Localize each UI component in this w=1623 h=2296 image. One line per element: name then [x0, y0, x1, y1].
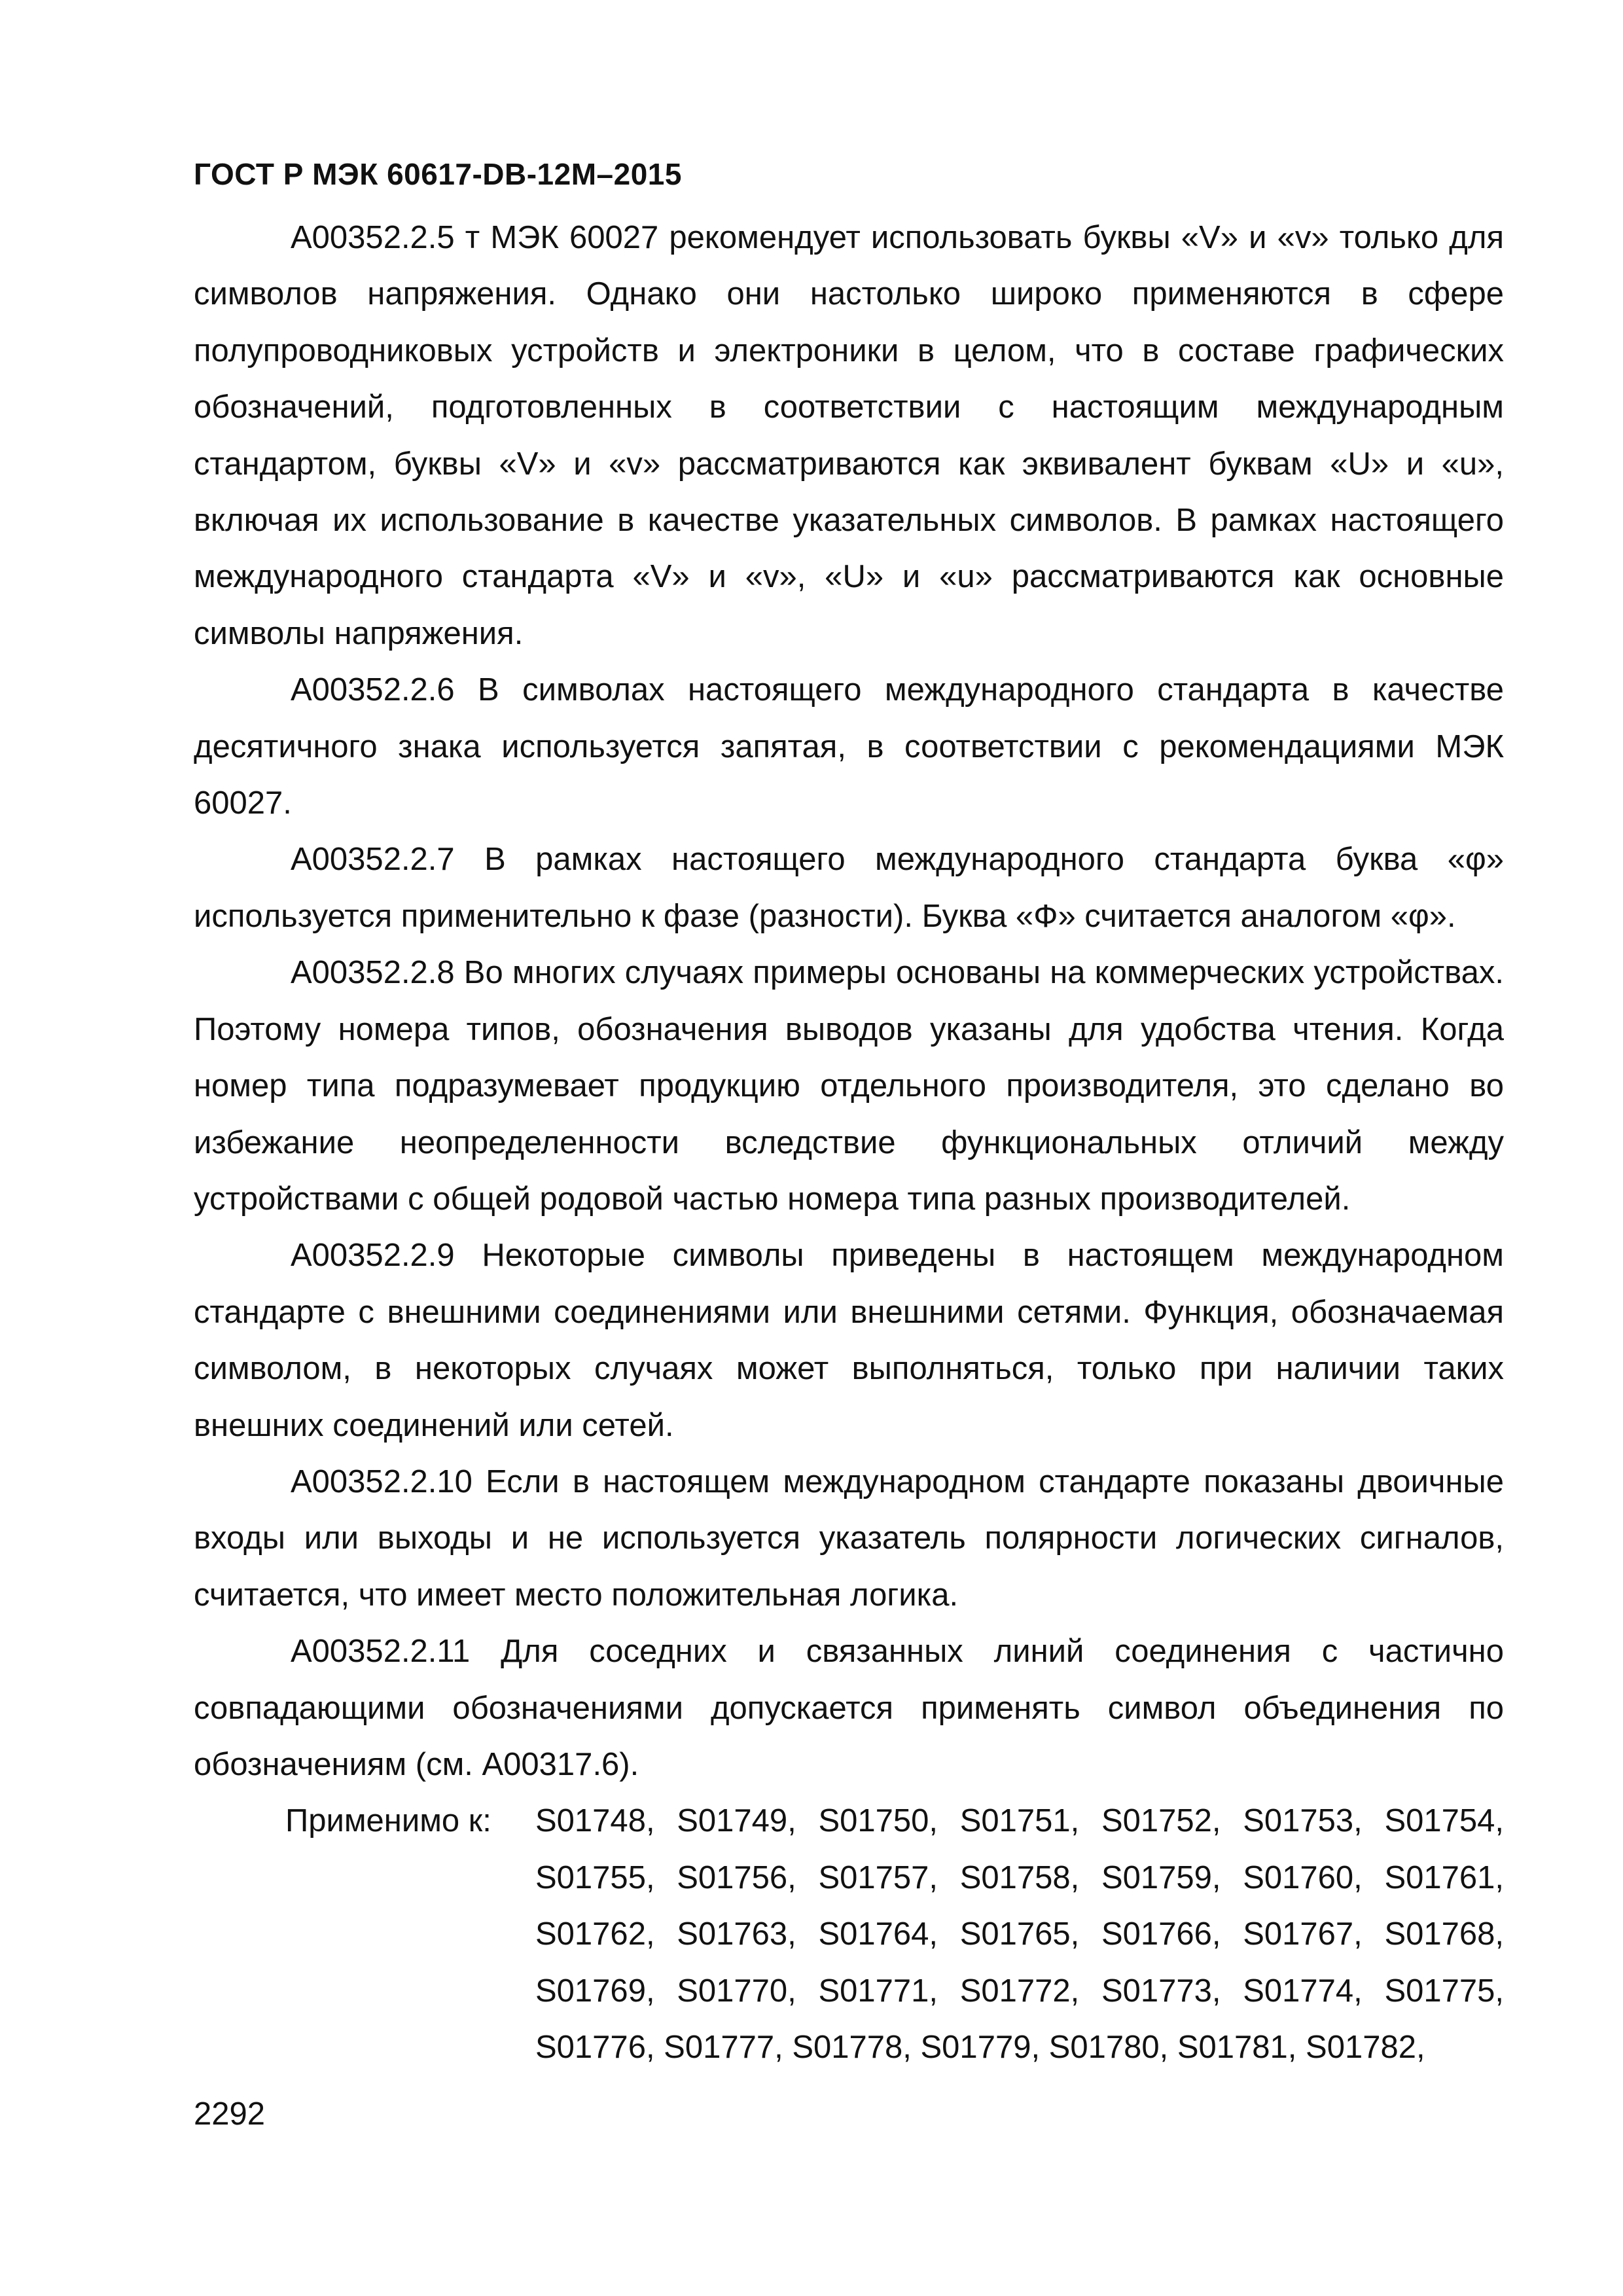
- paragraph-a00352-2-9: A00352.2.9 Некоторые символы приведены в настоящем международном стандарте с внешними соединениями или внешними сетями. Функция, обозначаемая символом, в некоторых случаях может выполняться, только при наличии таких внешних соединений или сетей.: [194, 1238, 1504, 1443]
- paragraph-a00352-2-11: A00352.2.11 Для соседних и связанных линий соединения с частично совпадающими обозначениями допускается применять символ объединения по обозначениям (см. A00317.6).: [194, 1634, 1504, 1782]
- paragraph-a00352-2-6: A00352.2.6 В символах настоящего международного стандарта в качестве десятичного знака используется запятая, в соответствии с рекомендациями МЭК 60027.: [194, 672, 1504, 821]
- applies-to-block: [194, 1793, 1504, 2075]
- paragraph-a00352-2-5: A00352.2.5 т МЭК 60027 рекомендует использовать буквы «V» и «v» только для символов напряжения. Однако они настолько широко применяются в сфере полупроводниковых устройств и электроники в целом, что в составе графических обозначений, подготовленных в соответствии с настоящим международным стандартом, буквы «V» и «v» рассматриваются как эквивалент буквам «U» и «u», включая их использование в качестве указательных символов. В рамках настоящего международного стандарта «V» и «v», «U» и «u» рассматриваются как основные символы напряжения.: [194, 220, 1504, 651]
- body-text: [194, 209, 1504, 2075]
- page-number: 2292: [194, 2096, 266, 2132]
- document-header: ГОСТ Р МЭК 60617-DB-12M–2015: [194, 157, 682, 191]
- paragraph-a00352-2-10: A00352.2.10 Если в настоящем международном стандарте показаны двоичные входы или выходы и не используется указатель полярности логических сигналов, считается, что имеет место положительная логика.: [194, 1463, 1504, 1613]
- applies-to-symbol-list: S01748, S01749, S01750, S01751, S01752, S01753, S01754, S01755, S01756, S01757, S01758, S01759, S01760, S01761, S01762, S01763, S01764, S01765, S01766, S01767, S01768, S01769, S01770, S01771, S01772, S01773, S01774, S01775, S01776, S01777, S01778, S01779, S01780, S01781, S01782,: [535, 1803, 1504, 2065]
- paragraph-a00352-2-8: A00352.2.8 Во многих случаях примеры основаны на коммерческих устройствах. Поэтому номера типов, обозначения выводов указаны для удобства чтения. Когда номер типа подразумевает продукцию отдельного производителя, это сделано во избежание неопределенности вследствие функциональных отличий между устройствами с общей родовой частью номера типа разных производителей.: [194, 955, 1504, 1217]
- paragraph-a00352-2-7: A00352.2.7 В рамках настоящего международного стандарта буква «φ» используется применительно к фазе (разности). Буква «Ф» считается аналогом «φ».: [194, 842, 1504, 934]
- applies-to-label: Применимо к:: [285, 1803, 491, 1839]
